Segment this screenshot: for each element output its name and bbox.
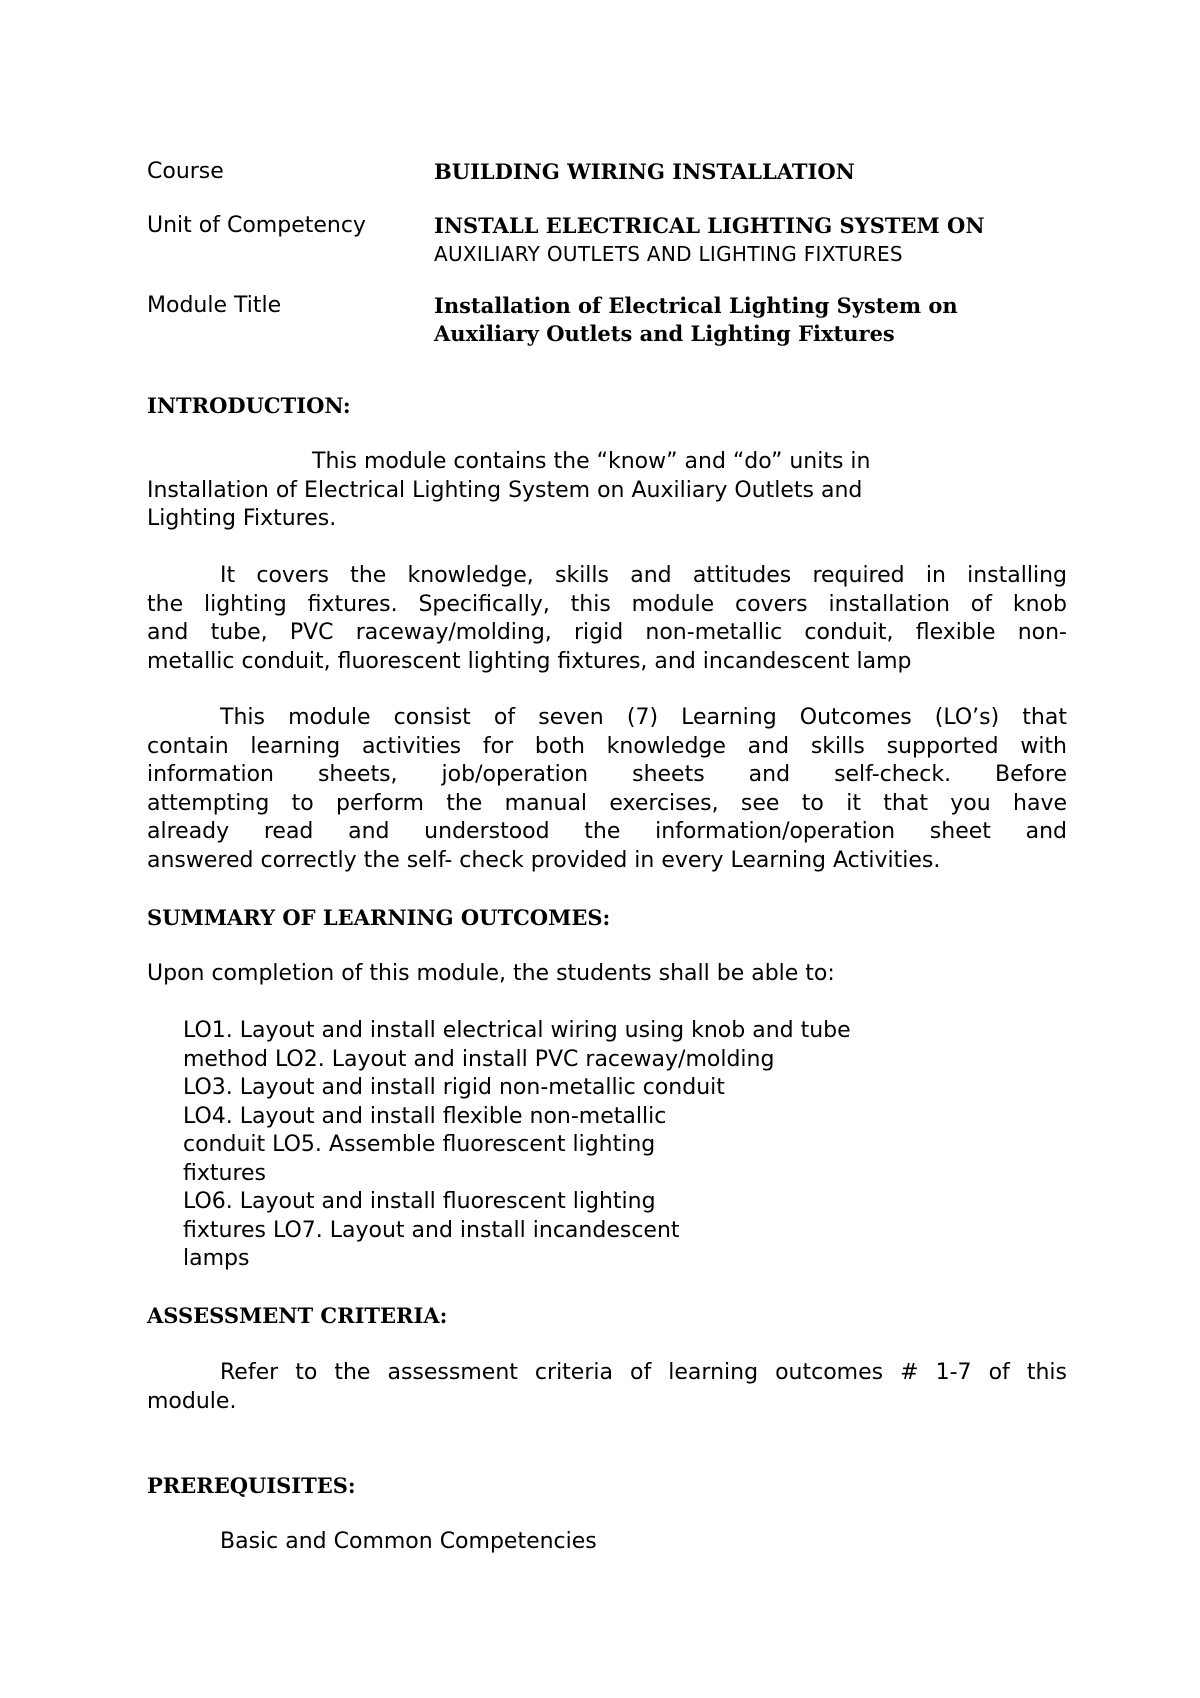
intro-p2-line-1: It covers the knowledge, skills and attitudes required in installing — [220, 563, 1067, 588]
lo-line-8: fixtures LO7. Layout and install incandescent — [183, 1217, 680, 1243]
unit-of-competency-value — [434, 212, 1074, 268]
intro-p2-line-2: the lighting fixtures. Specifically, this module covers installation of knob — [147, 591, 1067, 617]
prerequisites-text: Basic and Common Competencies — [220, 1529, 597, 1554]
intro-p3-line-1: This module consist of seven (7) Learning Outcomes (LO’s) that — [220, 705, 1067, 730]
lo-line-3: LO3. Layout and install rigid non-metallic conduit — [183, 1075, 725, 1100]
module-title-label: Module Title — [147, 293, 282, 318]
lo-line-7: LO6. Layout and install fluorescent lighting — [183, 1189, 656, 1214]
summary-intro-text: Upon completion of this module, the students shall be able to: — [147, 961, 835, 986]
intro-paragraph-2 — [147, 562, 1067, 676]
intro-p3-line-6: answered correctly the self- check provided in every Learning Activities. — [147, 847, 941, 873]
course-value: BUILDING WIRING INSTALLATION — [434, 159, 855, 184]
module-title-line-2: Auxiliary Outlets and Lighting Fixtures — [434, 321, 895, 346]
intro-p3-line-2: contain learning activities for both knowledge and skills supported with — [147, 733, 1067, 759]
unit-value-line-1: INSTALL ELECTRICAL LIGHTING SYSTEM ON — [434, 213, 985, 238]
prerequisites-paragraph — [147, 1528, 1067, 1557]
lo-line-2: method LO2. Layout and install PVC raceway/molding — [183, 1046, 775, 1072]
learning-outcomes-list — [183, 1017, 983, 1274]
introduction-heading: INTRODUCTION: — [147, 393, 351, 418]
intro-p3-line-3: information sheets, job/operation sheets and self-check. Before — [147, 762, 1067, 787]
lo-line-6: fixtures — [183, 1160, 267, 1186]
course-label: Course — [147, 159, 224, 184]
lo-line-9: lamps — [183, 1246, 250, 1271]
summary-heading: SUMMARY OF LEARNING OUTCOMES: — [147, 905, 611, 930]
lo-line-1: LO1. Layout and install electrical wiring using knob and tube — [183, 1018, 851, 1043]
assessment-line-2: module. — [147, 1388, 237, 1414]
unit-of-competency-label: Unit of Competency — [147, 213, 366, 238]
intro-p1-line-1: This module contains the “know” and “do” units in — [312, 449, 871, 474]
intro-p1-line-2: Installation of Electrical Lighting System on Auxiliary Outlets and — [147, 477, 863, 503]
intro-paragraph-3 — [147, 704, 1067, 875]
unit-value-line-2: AUXILIARY OUTLETS AND LIGHTING FIXTURES — [434, 242, 903, 266]
lo-line-4: LO4. Layout and install flexible non-metallic — [183, 1103, 667, 1129]
module-title-line-1: Installation of Electrical Lighting System on — [434, 293, 958, 318]
lo-line-5: conduit LO5. Assemble fluorescent lighting — [183, 1132, 656, 1157]
prerequisites-heading: PREREQUISITES: — [147, 1473, 356, 1498]
intro-paragraph-1 — [147, 448, 1067, 534]
assessment-paragraph — [147, 1359, 1067, 1416]
assessment-line-1: Refer to the assessment criteria of learning outcomes # 1-7 of this — [220, 1360, 1067, 1385]
intro-p2-line-3: and tube, PVC raceway/molding, rigid non-metallic conduit, flexible non- — [147, 620, 1067, 645]
assessment-heading: ASSESSMENT CRITERIA: — [147, 1303, 448, 1328]
module-title-value — [434, 292, 1074, 348]
summary-intro — [147, 960, 1067, 989]
intro-p3-line-5: already read and understood the information/operation sheet and — [147, 819, 1067, 844]
intro-p1-line-3: Lighting Fixtures. — [147, 506, 337, 531]
intro-p2-line-4: metallic conduit, fluorescent lighting fixtures, and incandescent lamp — [147, 648, 912, 674]
intro-p3-line-4: attempting to perform the manual exercises, see to it that you have — [147, 790, 1067, 816]
